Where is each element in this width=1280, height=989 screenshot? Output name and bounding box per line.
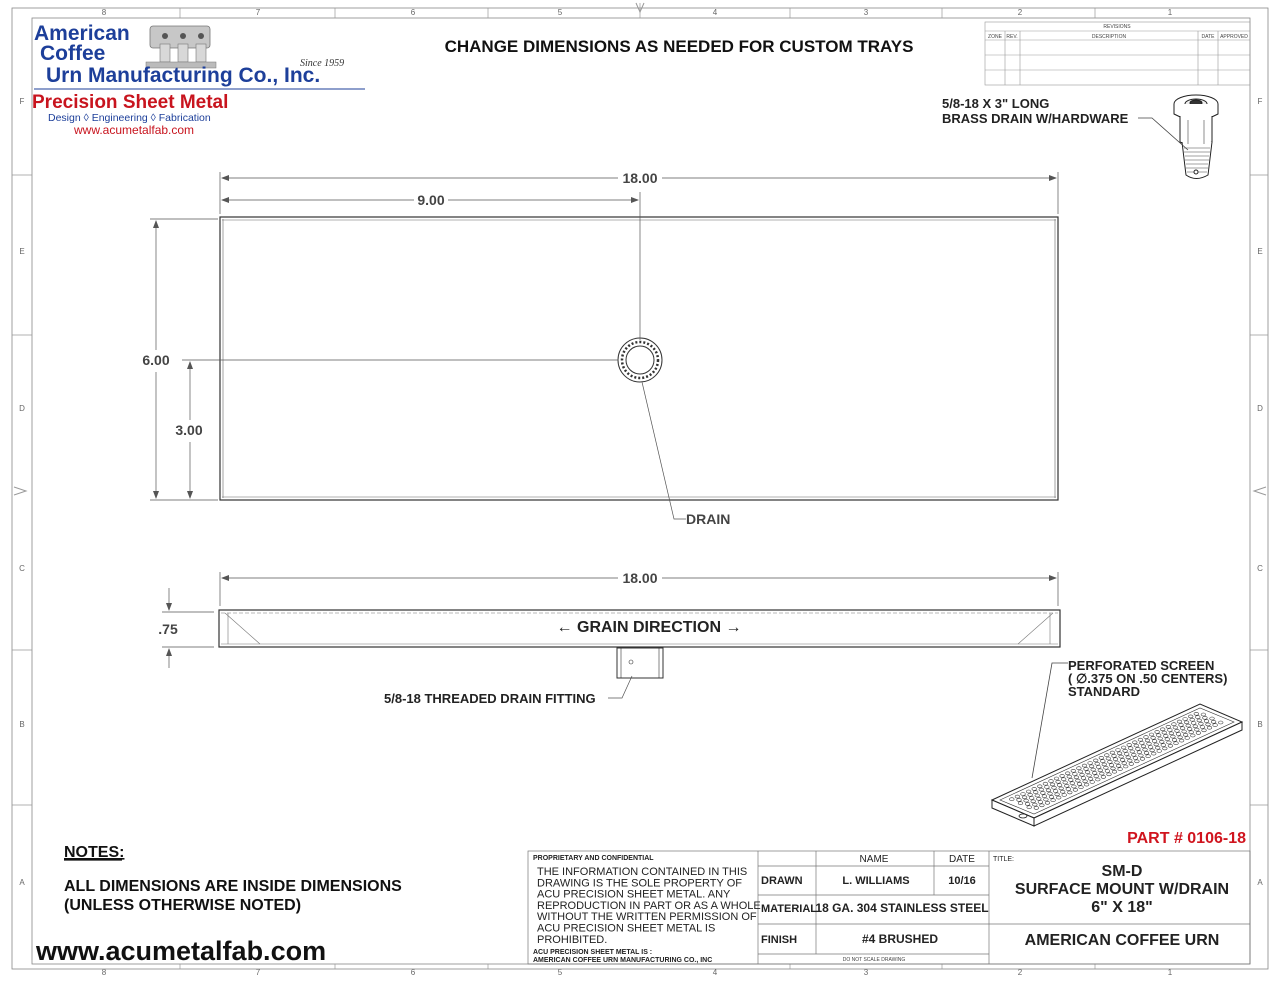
dim-depth-075: .75 (158, 621, 178, 637)
proprietary-line: ACU PRECISION SHEET METAL IS (537, 922, 716, 935)
callout-screen-line2: ( ∅.375 ON .50 CENTERS) (1068, 671, 1228, 686)
espresso-machine-graphic (146, 26, 216, 68)
callout-brass-drain-line1: 5/8-18 X 3" LONG (942, 96, 1050, 111)
callout-grain-direction: ← GRAIN DIRECTION → (556, 619, 742, 636)
zone-row-B-right: B (1257, 720, 1263, 729)
zone-row-F-left: F (19, 97, 25, 106)
proprietary-line: THE INFORMATION CONTAINED IN THIS (537, 866, 748, 878)
center-mark-left (14, 487, 26, 495)
zone-row-A-right: A (1257, 878, 1263, 887)
drain-hole (618, 338, 662, 382)
logo-line-urn: Urn Manufacturing Co., Inc. (46, 64, 321, 87)
title-block-drawn-label: DRAWN (761, 875, 803, 887)
proprietary-line: DRAWING IS THE SOLE PROPERTY OF (537, 877, 742, 890)
logo-url: www.acumetalfab.com (74, 123, 195, 137)
title-block-drawn-name: L. WILLIAMS (842, 875, 910, 887)
revisions-col-zone: ZONE (988, 34, 1002, 40)
brass-drain-illustration (1174, 95, 1218, 179)
dim-length-18: 18.00 (622, 170, 658, 186)
zone-ticks (12, 8, 1268, 969)
callout-screen-line1: PERFORATED SCREEN (1068, 658, 1215, 673)
leader-drain (642, 382, 686, 519)
zone-row-E-left: E (19, 247, 25, 256)
title-block-title-line3: 6" X 18" (1091, 899, 1153, 916)
title-block-title-line1: SM-D (1101, 863, 1143, 880)
title-block-company: AMERICAN COFFEE URN (1024, 932, 1220, 949)
title-block-is-line: ACU PRECISION SHEET METAL IS : (533, 949, 653, 956)
logo-services: Design ◊ Engineering ◊ Fabrication (48, 112, 211, 124)
header-title: CHANGE DIMENSIONS AS NEEDED FOR CUSTOM TRAYS (444, 37, 914, 56)
dimension-lines-top (150, 172, 1058, 500)
title-block-name-header: NAME (859, 854, 889, 865)
zone-row-C-right: C (1257, 564, 1263, 573)
top-view (220, 217, 1058, 500)
zone-row-D-right: D (1257, 404, 1263, 413)
callout-screen-line3: STANDARD (1068, 684, 1140, 699)
zone-col-3-bottom: 3 (863, 968, 869, 977)
notes-line1: ALL DIMENSIONS ARE INSIDE DIMENSIONS (64, 878, 402, 895)
logo-since: Since 1959 (300, 58, 345, 69)
title-block-do-not-scale: DO NOT SCALE DRAWING (842, 957, 906, 963)
title-block-date-header: DATE (949, 854, 975, 865)
company-logo (32, 22, 365, 137)
notes-heading: NOTES: (64, 844, 125, 861)
dim-half-length-9: 9.00 (417, 192, 445, 208)
zone-col-2-bottom: 2 (1017, 968, 1023, 977)
zone-col-8-top: 8 (101, 8, 107, 17)
zone-col-6-top: 6 (410, 8, 416, 17)
proprietary-line: ACU PRECISION SHEET METAL. ANY (537, 888, 731, 901)
zone-row-E-right: E (1257, 247, 1263, 256)
revisions-col-description: DESCRIPTION (1091, 34, 1127, 40)
zone-col-6-bottom: 6 (410, 968, 416, 977)
zone-col-5-top: 5 (557, 8, 563, 17)
zone-row-A-left: A (19, 878, 25, 887)
zone-col-2-top: 2 (1017, 8, 1023, 17)
logo-precision-sheet-metal: Precision Sheet Metal (32, 92, 229, 113)
leader-perforated-screen (1032, 663, 1068, 778)
dimension-arrows-top (153, 175, 1057, 499)
revisions-col-approved: APPROVED (1220, 34, 1248, 40)
zone-col-4-bottom: 4 (712, 968, 718, 977)
title-block-proprietary-text (537, 866, 761, 946)
zone-col-5-bottom: 5 (557, 968, 563, 977)
revisions-table (985, 22, 1250, 85)
zone-col-7-top: 7 (255, 8, 261, 17)
proprietary-line: REPRODUCTION IN PART OR AS A WHOLE (537, 899, 761, 912)
revisions-title: REVISIONS (1103, 24, 1131, 30)
zone-row-F-right: F (1257, 97, 1263, 106)
title-block-finish-value: #4 BRUSHED (861, 932, 939, 946)
zone-col-3-top: 3 (863, 8, 869, 17)
center-mark-right (1254, 487, 1266, 495)
zone-row-C-left: C (19, 564, 25, 573)
zone-col-1-bottom: 1 (1167, 968, 1173, 977)
title-block-material-value: 18 GA. 304 STAINLESS STEEL (815, 901, 989, 915)
title-block-title-label: TITLE: (993, 856, 1015, 863)
callout-drain: DRAIN (686, 511, 731, 527)
revisions-col-rev: REV. (1006, 34, 1018, 40)
proprietary-line: WITHOUT THE WRITTEN PERMISSION OF (537, 911, 757, 924)
sheet-inner-border (32, 18, 1250, 964)
zone-row-D-left: D (19, 404, 25, 413)
zone-labels (19, 8, 1263, 977)
drain-fitting-side (617, 648, 663, 678)
part-number: PART # 0106-18 (1127, 830, 1246, 847)
callout-brass-drain-line2: BRASS DRAIN W/HARDWARE (942, 111, 1129, 126)
proprietary-line: PROHIBITED. (537, 933, 608, 946)
logo-line-american: American (34, 22, 130, 45)
title-block-finish-label: FINISH (761, 934, 798, 946)
footer-url: www.acumetalfab.com (36, 936, 327, 966)
dim-width-6: 6.00 (142, 352, 170, 368)
zone-col-8-bottom: 8 (101, 968, 107, 977)
title-block-proprietary-heading: PROPRIETARY AND CONFIDENTIAL (533, 855, 654, 862)
title-block-title-line2: SURFACE MOUNT W/DRAIN (1014, 881, 1230, 898)
logo-line-coffee: Coffee (40, 42, 106, 65)
title-block-drawn-date: 10/16 (948, 875, 976, 887)
zone-row-B-left: B (19, 720, 25, 729)
title-block-company-line: AMERICAN COFFEE URN MANUFACTURING CO., INC (533, 957, 713, 964)
zone-col-7-bottom: 7 (255, 968, 261, 977)
zone-col-1-top: 1 (1167, 8, 1173, 17)
dim-half-width-3: 3.00 (175, 422, 203, 438)
perforated-screen-illustration (992, 704, 1242, 826)
title-block-material-label: MATERIAL (761, 903, 818, 915)
callout-drain-fitting: 5/8-18 THREADED DRAIN FITTING (384, 691, 596, 706)
notes-line2: (UNLESS OTHERWISE NOTED) (64, 897, 302, 914)
leader-drain-fitting (608, 676, 632, 698)
zone-col-4-top: 4 (712, 8, 718, 17)
sheet-outer-border (12, 8, 1268, 969)
dim-side-length-18: 18.00 (622, 570, 658, 586)
revisions-col-date: DATE (1201, 34, 1215, 40)
